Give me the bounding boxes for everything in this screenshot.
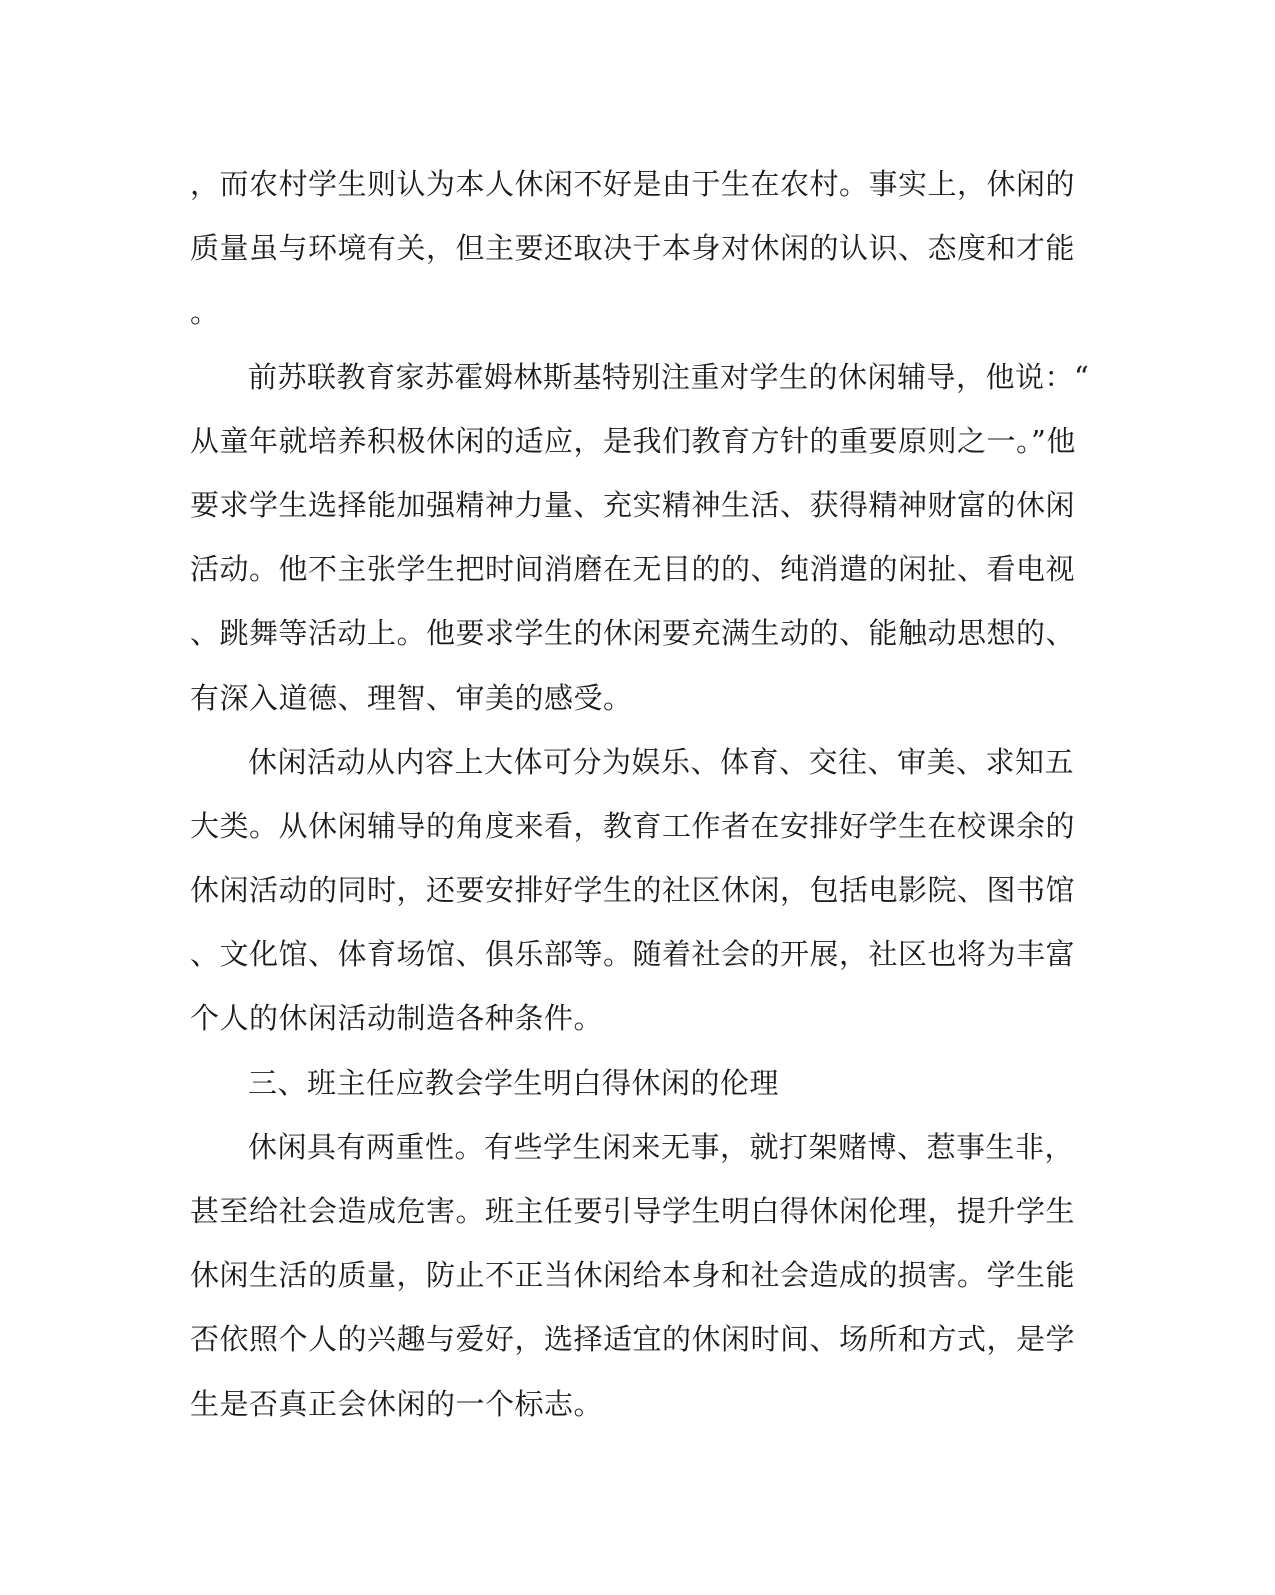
text-line: ，而农村学生则认为本人休闲不好是由于生在农村。事实上，休闲的 — [190, 167, 1076, 201]
text-line: 个人的休闲活动制造各种条件。 — [190, 1001, 604, 1036]
text-line: 。 — [190, 295, 220, 330]
text-line: 有深入道德、理智、审美的感受。 — [190, 680, 633, 715]
paragraph-first-line: 休闲具有两重性。有些学生闲来无事，就打架赌博、惹事生非， — [248, 1129, 1075, 1164]
text-line: 生是否真正会休闲的一个标志。 — [190, 1386, 604, 1421]
text-line: 休闲活动的同时，还要安排好学生的社区休闲，包括电影院、图书馆 — [190, 873, 1076, 908]
paragraph-first-line: 休闲活动从内容上大体可分为娱乐、体育、交往、审美、求知五 — [248, 744, 1075, 779]
text-line: 甚至给社会造成危害。班主任要引导学生明白得休闲伦理，提升学生 — [190, 1194, 1076, 1228]
paragraph-first-line: 前苏联教育家苏霍姆林斯基特别注重对学生的休闲辅导，他说：“ — [248, 359, 1090, 394]
text-line: 休闲生活的质量，防止不正当休闲给本身和社会造成的损害。学生能 — [190, 1258, 1076, 1293]
text-line: 、跳舞等活动上。他要求学生的休闲要充满生动的、能触动思想的、 — [190, 616, 1076, 651]
text-line: 否依照个人的兴趣与爱好，选择适宜的休闲时间、场所和方式，是学 — [190, 1322, 1076, 1357]
text-line: 质量虽与环境有关，但主要还取决于本身对休闲的认识、态度和才能 — [190, 231, 1076, 266]
text-line: 要求学生选择能加强精神力量、充实精神生活、获得精神财富的休闲 — [190, 487, 1076, 522]
text-line: 活动。他不主张学生把时间消磨在无目的的、纯消遣的闲扯、看电视 — [190, 552, 1076, 587]
text-line: 、文化馆、体育场馆、俱乐部等。随着社会的开展，社区也将为丰富 — [190, 937, 1076, 972]
text-line: 大类。从休闲辅导的角度来看，教育工作者在安排好学生在校课余的 — [190, 808, 1076, 843]
text-line: 从童年就培养积极休闲的适应，是我们教育方针的重要原则之一。”他 — [190, 423, 1076, 458]
document-body — [190, 152, 1090, 1436]
section-heading: 三、班主任应教会学生明白得休闲的伦理 — [248, 1065, 780, 1100]
